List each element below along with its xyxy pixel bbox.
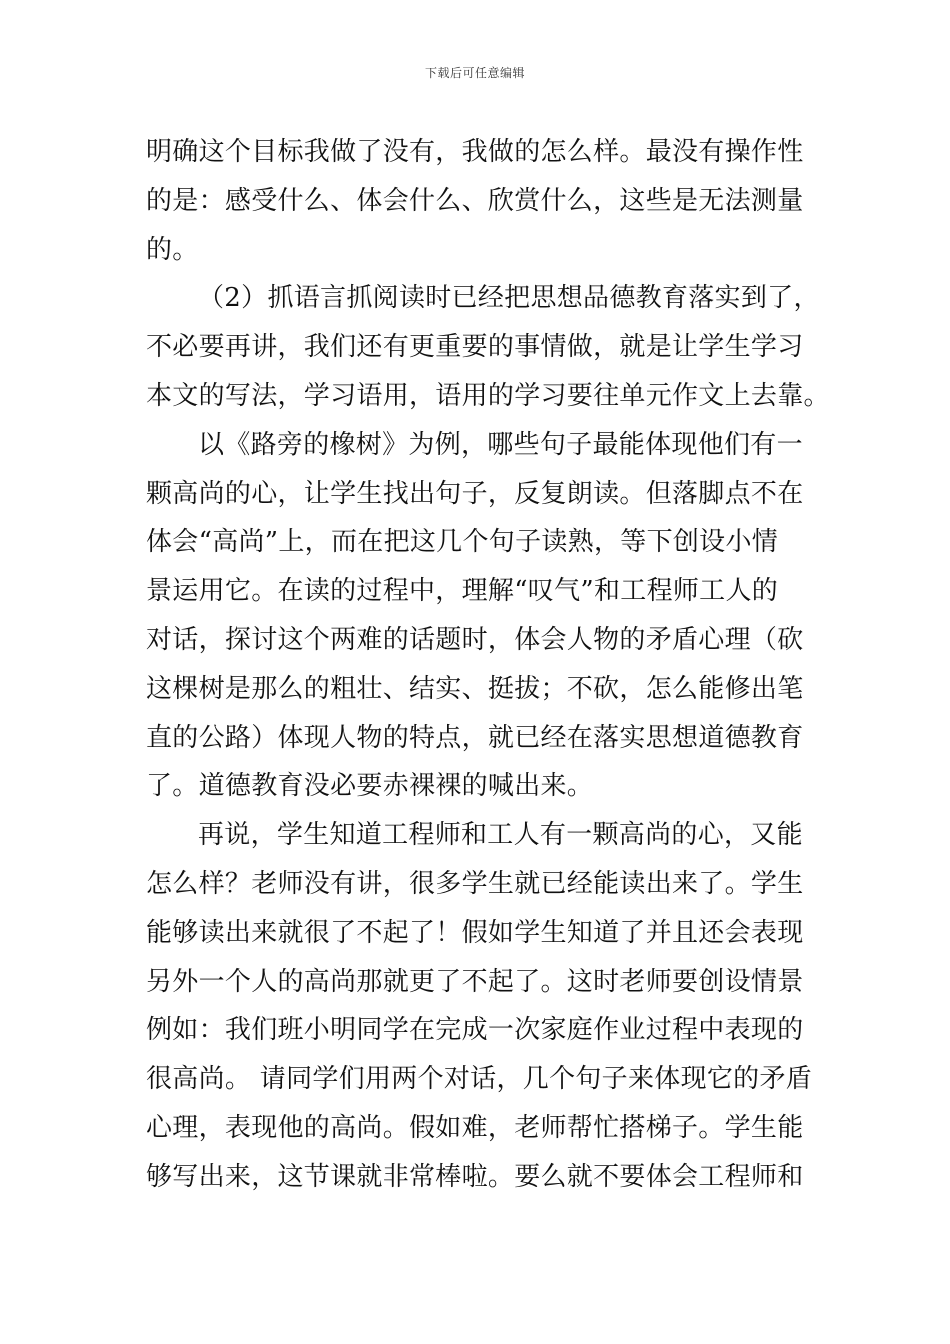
text-line: 另外一个人的高尚那就更了不起了。这时老师要创设情景	[146, 966, 804, 997]
text-line: 体会“高尚”上，而在把这几个句子读熟，等下创设小情	[146, 527, 779, 558]
text-line: 直的公路）体现人物的特点，就已经在落实思想道德教育	[146, 722, 804, 753]
text-line: 的。	[146, 234, 199, 265]
text-line: 本文的写法，学习语用，语用的学习要往单元作文上去靠。	[146, 380, 830, 411]
text-line: 颗高尚的心，让学生找出句子，反复朗读。但落脚点不在	[146, 478, 804, 509]
text-line: 不必要再讲，我们还有更重要的事情做，就是让学生学习	[146, 332, 804, 363]
text-line: 怎么样？老师没有讲，很多学生就已经能读出来了。学生	[146, 868, 804, 899]
text-line: 了。道德教育没必要赤裸裸的喊出来。	[146, 771, 594, 802]
text-line: 够写出来，这节课就非常棒啦。要么就不要体会工程师和	[146, 1161, 804, 1192]
paragraph-first-line: 以《路旁的橡树》为例，哪些句子最能体现他们有一	[198, 429, 803, 460]
text-line: 景运用它。在读的过程中，理解“叹气”和工程师工人的	[146, 576, 779, 607]
text-line: 明确这个目标我做了没有，我做的怎么样。最没有操作性	[146, 137, 804, 167]
text-line: 心理，表现他的高尚。假如难，老师帮忙搭梯子。学生能	[146, 1112, 804, 1143]
text-line: 例如：我们班小明同学在完成一次家庭作业过程中表现的	[146, 1015, 804, 1046]
text-line: 对话，探讨这个两难的话题时，体会人物的矛盾心理（砍	[146, 624, 804, 655]
text-line: 的是：感受什么、体会什么、欣赏什么，这些是无法测量	[146, 185, 804, 216]
paragraph-first-line: （2）抓语言抓阅读时已经把思想品德教育落实到了，	[198, 283, 820, 314]
text-line: 能够读出来就很了不起了！假如学生知道了并且还会表现	[146, 917, 804, 948]
text-line: 很高尚。 请同学们用两个对话，几个句子来体现它的矛盾	[146, 1064, 813, 1095]
body-text	[146, 128, 830, 1202]
text-line: 这棵树是那么的粗壮、结实、挺拔；不砍，怎么能修出笔	[146, 673, 804, 704]
paragraph-first-line: 再说，学生知道工程师和工人有一颗高尚的心，又能	[198, 820, 803, 851]
page-header: 下载后可任意编辑	[424, 66, 525, 80]
